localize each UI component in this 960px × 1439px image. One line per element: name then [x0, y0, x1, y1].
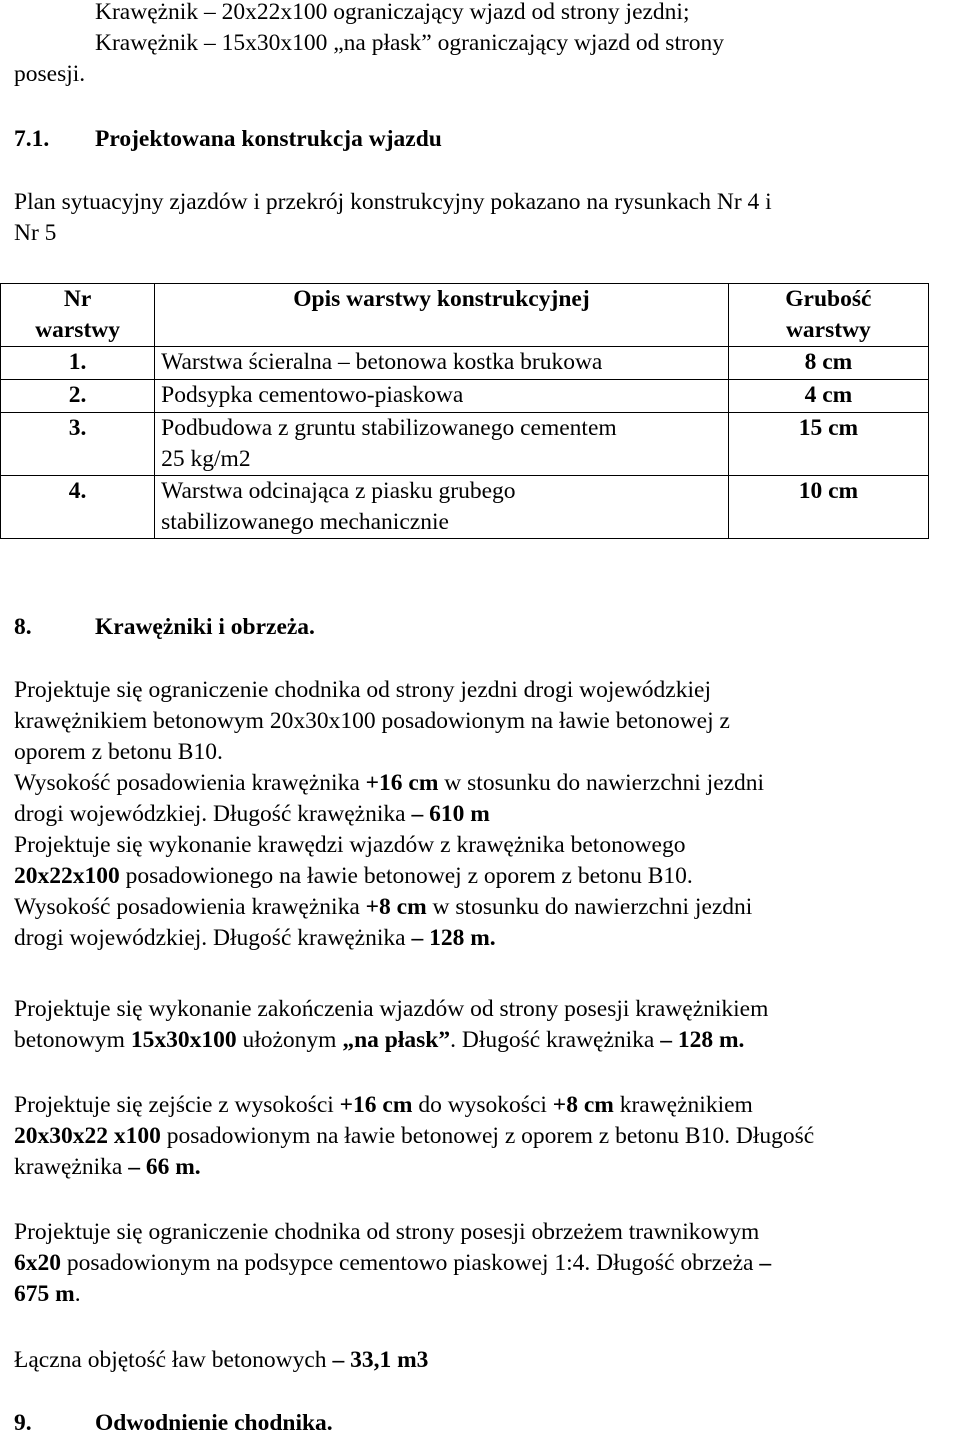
section-title: Odwodnienie chodnika.: [95, 1410, 333, 1436]
text-line: betonowym 15x30x100 ułożonym „na płask”. Długość krawężnika – 128 m.: [14, 1027, 745, 1053]
row-desc: Podsypka cementowo-piaskowa: [155, 380, 729, 413]
paragraph-4: [14, 1217, 959, 1310]
row-desc: Warstwa ścieralna – betonowa kostka brukowa: [155, 347, 729, 380]
layers-table: [0, 283, 929, 539]
row-thickness: 8 cm: [728, 347, 928, 380]
intro: [14, 0, 959, 90]
text-line: Projektuje się zejście z wysokości +16 cm do wysokości +8 cm krawężnikiem: [14, 1092, 753, 1118]
row-thickness: 4 cm: [728, 380, 928, 413]
section-title: Krawężniki i obrzeża.: [95, 614, 315, 640]
table-row: [1, 476, 929, 539]
text-line: Projektuje się ograniczenie chodnika od strony posesji obrzeżem trawnikowym: [14, 1219, 760, 1245]
section-7-1-heading: [14, 124, 959, 155]
table-row: [1, 413, 929, 476]
table-row: [1, 380, 929, 413]
table-row: [1, 347, 929, 380]
text-line: krawężnikiem betonowym 20x30x100 posadowionym na ławie betonowej z: [14, 708, 730, 734]
header-nr: Nr warstwy: [1, 284, 155, 347]
section-number: 8.: [14, 614, 32, 640]
section-number: 9.: [14, 1410, 32, 1436]
section-number: 7.1.: [14, 126, 50, 152]
text-line: 6x20 posadowionym na podsypce cementowo piaskowej 1:4. Długość obrzeża –: [14, 1250, 772, 1276]
text-line: Projektuje się ograniczenie chodnika od strony jezdni drogi wojewódzkiej: [14, 677, 711, 703]
text-line: 20x22x100 posadowionego na ławie betonowej z oporem z betonu B10.: [14, 863, 693, 889]
intro-line-1: Krawężnik – 20x22x100 ograniczający wjazd od strony jezdni;: [95, 0, 690, 25]
row-thickness: 10 cm: [728, 476, 928, 539]
paragraph-3: [14, 1090, 959, 1183]
row-desc: Warstwa odcinająca z piasku grubego stabilizowanego mechanicznie: [155, 476, 729, 539]
text-line: krawężnika – 66 m.: [14, 1154, 201, 1180]
row-nr: 2.: [1, 380, 155, 413]
text-line: Nr 5: [14, 220, 57, 246]
section-7-1-text: [14, 187, 959, 249]
text-line: Wysokość posadowienia krawężnika +16 cm w stosunku do nawierzchni jezdni: [14, 770, 765, 796]
text-line: oporem z betonu B10.: [14, 739, 223, 765]
row-thickness: 15 cm: [728, 413, 928, 476]
header-desc: Opis warstwy konstrukcyjnej: [155, 284, 729, 347]
header-thickness: Grubość warstwy: [728, 284, 928, 347]
row-nr: 4.: [1, 476, 155, 539]
row-nr: 3.: [1, 413, 155, 476]
section-title: Projektowana konstrukcja wjazdu: [95, 126, 442, 152]
text-line: Projektuje się wykonanie zakończenia wjazdów od strony posesji krawężnikiem: [14, 996, 769, 1022]
row-desc: Podbudowa z gruntu stabilizowanego cementem 25 kg/m2: [155, 413, 729, 476]
text-line: Plan sytuacyjny zjazdów i przekrój konstrukcyjny pokazano na rysunkach Nr 4 i: [14, 189, 772, 215]
section-9-heading: [14, 1408, 959, 1439]
text-line: Wysokość posadowienia krawężnika +8 cm w stosunku do nawierzchni jezdni: [14, 894, 753, 920]
intro-line-3: posesji.: [14, 61, 86, 87]
text-line: drogi wojewódzkiej. Długość krawężnika – 610 m: [14, 801, 490, 827]
table-header-row: [1, 284, 929, 347]
paragraph-2: [14, 994, 959, 1056]
text-line: Łączna objętość ław betonowych – 33,1 m3: [14, 1347, 429, 1373]
intro-line-2: Krawężnik – 15x30x100 „na płask” ograniczający wjazd od strony: [95, 30, 725, 56]
text-line: 675 m.: [14, 1281, 81, 1307]
paragraph-1: [14, 675, 959, 954]
section-8-heading: [14, 612, 959, 643]
text-line: Projektuje się wykonanie krawędzi wjazdów z krawężnika betonowego: [14, 832, 686, 858]
text-line: 20x30x22 x100 posadowionym na ławie betonowej z oporem z betonu B10. Długość: [14, 1123, 815, 1149]
row-nr: 1.: [1, 347, 155, 380]
text-line: drogi wojewódzkiej. Długość krawężnika – 128 m.: [14, 925, 496, 951]
paragraph-5: [14, 1345, 959, 1376]
